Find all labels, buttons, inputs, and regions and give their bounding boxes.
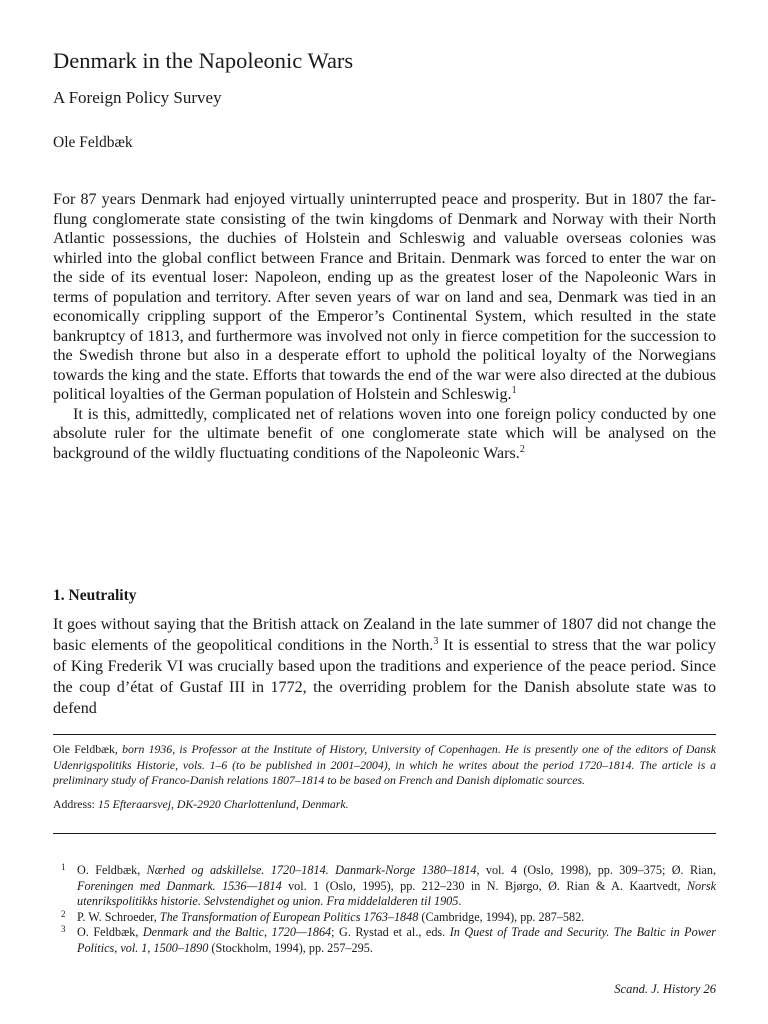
footnote-title: The Transformation of European Politics 1763–1848 xyxy=(159,909,419,924)
bio-text: , born 1936, is Professor at the Institute of History, University of Copenhagen. He is presently one of the editors of Dansk Udenrigspolitiks Historie, vols. 1–6 (to be published in 2001–2004), in which he writes about the period 1720–1814. The article is a preliminary study of Franco-Danish relations 1807–1814 to be based on French and Danish diplomatic sources. xyxy=(53,742,716,787)
bio-author-name: Ole Feldbæk xyxy=(53,742,115,756)
footnote-ref-2: 2 xyxy=(519,443,525,455)
footnote-1 xyxy=(53,863,716,910)
footnote-number: 3 xyxy=(61,924,66,934)
footnote-2 xyxy=(53,910,716,926)
section-neutrality-text xyxy=(53,614,716,719)
address-label: Address: xyxy=(53,796,95,811)
footnote-text: vol. 1 (Oslo, 1995), pp. 212–230 in N. Bjørgo, Ø. Rian & A. Kaartvedt, xyxy=(281,878,687,893)
footnote-text: P. W. Schroeder, xyxy=(77,909,160,924)
footnote-title: Denmark and the Baltic, 1720—1864 xyxy=(142,925,332,939)
footnote-text: ; G. Rystad et al., eds. xyxy=(331,925,450,939)
footnote-3 xyxy=(53,925,716,956)
footnote-ref-3: 3 xyxy=(433,636,439,647)
article-author: Ole Feldbæk xyxy=(53,134,133,151)
footnote-title: In Quest of Trade and Security. The Baltic in Power Politics, vol. 1, 1500–1890 xyxy=(77,925,716,955)
footnote-title: Norsk utenrikspolitikks historie. Selvstendighet og union. Fra middelalderen til 1905 xyxy=(77,878,716,908)
author-bio xyxy=(53,742,716,812)
bio-paragraph xyxy=(53,742,716,789)
section-paragraph-text-b: It is essential to stress that the war policy of King Frederik VI was crucially based upon the traditions and experience of the peace period. Since the coup d’état of Gustaf III in 1772, the overriding problem for the Danish absolute state was to defend xyxy=(53,637,716,717)
address-value: 15 Efteraarsvej, DK-2920 Charlottenlund, Denmark. xyxy=(97,796,349,811)
footnote-text: , vol. 4 (Oslo, 1998), pp. 309–375; Ø. Rian, xyxy=(476,863,717,877)
footnote-ref-1: 1 xyxy=(511,385,517,396)
article-title: Denmark in the Napoleonic Wars xyxy=(53,48,354,73)
article-subtitle: A Foreign Policy Survey xyxy=(53,88,222,107)
footnote-text: O. Feldbæk, xyxy=(77,925,143,939)
footnote-title: Foreningen med Danmark. 1536—1814 xyxy=(77,878,282,893)
bio-bottom-rule xyxy=(53,833,716,834)
footnote-text: O. Feldbæk, xyxy=(77,863,147,877)
intro-paragraph-2 xyxy=(53,405,716,464)
section-paragraph-text-a: It goes without saying that the British attack on Zealand in the late summer of 1807 did not change the basic elements of the geopolitical conditions in the North. xyxy=(53,616,716,654)
footnote-text: (Stockholm, 1994), pp. 257–295. xyxy=(208,940,373,955)
section-paragraph-1 xyxy=(53,614,716,719)
bio-top-rule xyxy=(53,734,716,735)
journal-footer: Scand. J. History 26 xyxy=(614,982,716,996)
introduction-text xyxy=(53,190,716,463)
intro-paragraph-2-text: It is this, admittedly, complicated net of relations woven into one foreign policy conducted by one absolute ruler for the ultimate benefit of one conglomerate state which will be analysed on the background of the wildly fluctuating conditions of the Napoleonic Wars. xyxy=(53,405,716,462)
footnotes xyxy=(53,863,716,956)
intro-paragraph-1 xyxy=(53,190,716,405)
section-heading-neutrality: 1. Neutrality xyxy=(53,587,137,604)
intro-paragraph-1-text: For 87 years Denmark had enjoyed virtually uninterrupted peace and prosperity. But in 1807 the far-flung conglomerate state consisting of the twin kingdoms of Denmark and Norway with their North Atlantic possessions, the duchies of Holstein and Schleswig and valuable overseas colonies was whirled into the global conflict between France and Britain. Denmark was forced to enter the war on the side of its eventual loser: Napoleon, ending up as the greatest loser of the Napoleonic Wars in terms of population and territory. After seven years of war on land and sea, Denmark was tied in an economically crippling support of the Emperor’s Continental System, which resulted in the state bankruptcy of 1813, and furthermore was involved not only in fierce competition for the succession to the Swedish throne but also in a desperate effort to uphold the political loyalty of the Norwegians towards the king and the state. Efforts that towards the end of the war were also directed at the dubious political loyalties of the German population of Holstein and Schleswig. xyxy=(53,191,716,403)
footnote-text: (Cambridge, 1994), pp. 287–582. xyxy=(418,909,585,924)
footnote-text: . xyxy=(458,894,462,908)
footnote-number: 2 xyxy=(61,908,66,919)
footnote-number: 1 xyxy=(61,862,66,872)
footnote-title: Nærhed og adskillelse. 1720–1814. Danmark-Norge 1380–1814 xyxy=(146,863,477,877)
bio-address xyxy=(53,797,716,813)
